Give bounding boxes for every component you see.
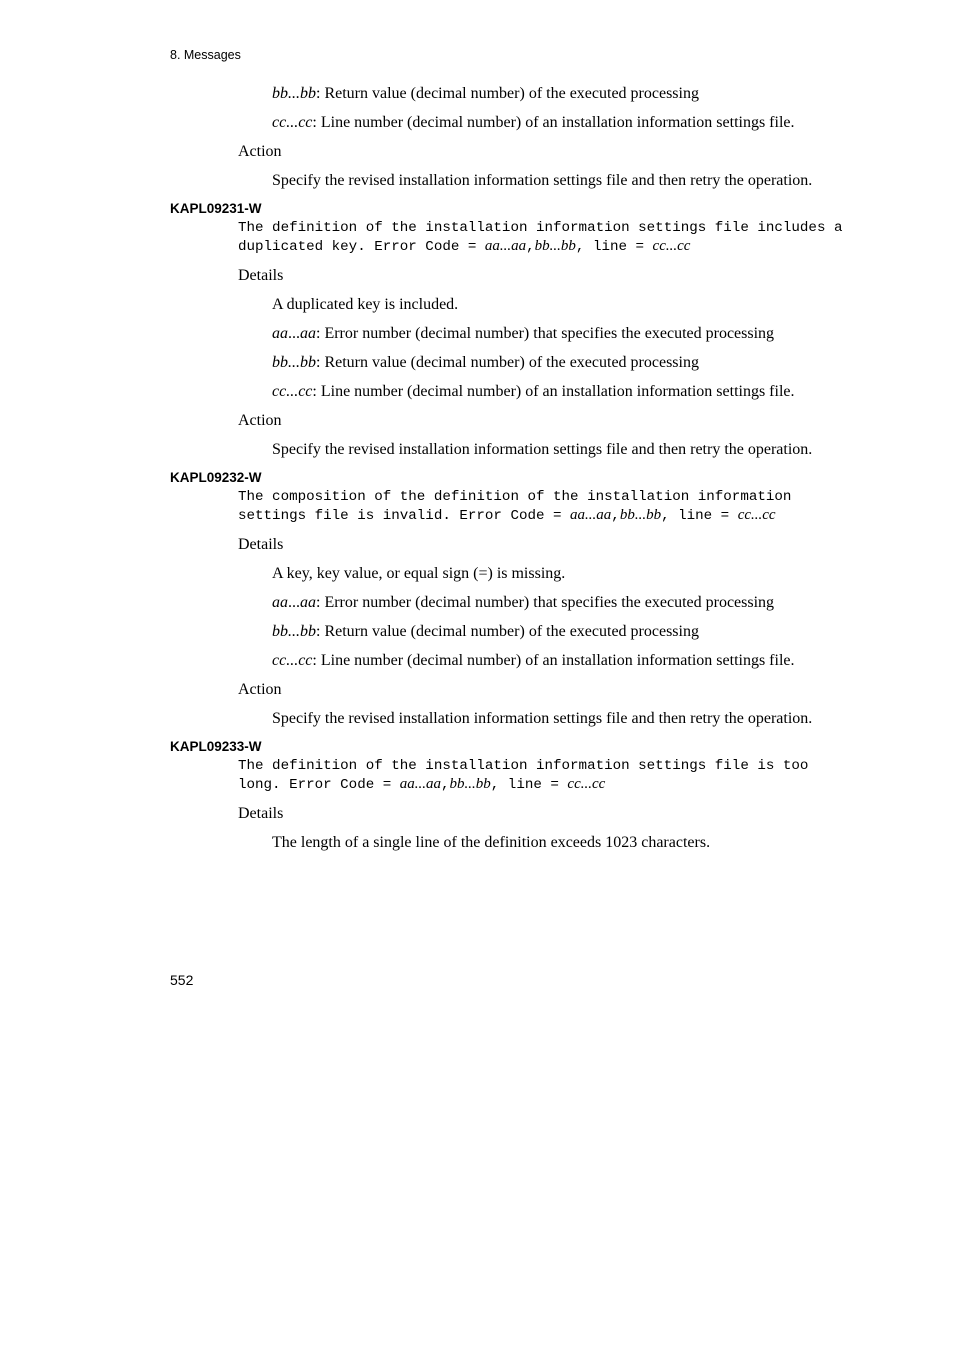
details-text: A key, key value, or equal sign (=) is missing. xyxy=(272,565,566,582)
page-content xyxy=(170,84,860,862)
details-label: Details xyxy=(238,267,284,284)
message-id: KAPL09233-W xyxy=(170,739,262,754)
message-text: The composition of the definition of the installation information settings file is invalid. Error Code = aa...aa,bb...bb, line = cc...cc xyxy=(238,489,800,524)
aa-description: aa...aa: Error number (decimal number) that specifies the executed processing xyxy=(272,594,775,611)
bb-variable: bb...bb xyxy=(272,85,316,102)
cc-description: cc...cc: Line number (decimal number) of an installation information settings file. xyxy=(272,383,795,400)
bb-description: bb...bb: Return value (decimal number) of the executed processing xyxy=(272,85,699,102)
message-entry xyxy=(170,738,860,852)
message-entry xyxy=(170,200,860,459)
message-id: KAPL09232-W xyxy=(170,470,262,485)
action-text: Specify the revised installation information settings file and then retry the operation. xyxy=(272,710,813,727)
action-label: Action xyxy=(238,681,282,698)
action-label: Action xyxy=(238,143,282,160)
details-text: The length of a single line of the definition exceeds 1023 characters. xyxy=(272,834,711,851)
details-label: Details xyxy=(238,805,284,822)
cc-description: cc...cc: Line number (decimal number) of an installation information settings file. xyxy=(272,114,795,131)
running-header: 8. Messages xyxy=(170,48,241,62)
message-text: The definition of the installation information settings file is too long. Error Code = aa...aa,bb...bb, line = cc...cc xyxy=(238,758,817,793)
message-text: The definition of the installation information settings file includes a duplicated key. Error Code = aa...aa,bb...bb, line = cc...cc xyxy=(238,220,852,255)
action-text: Specify the revised installation information settings file and then retry the operation. xyxy=(272,172,813,189)
action-text: Specify the revised installation information settings file and then retry the operation. xyxy=(272,441,813,458)
details-label: Details xyxy=(238,536,284,553)
cc-description: cc...cc: Line number (decimal number) of an installation information settings file. xyxy=(272,652,795,669)
message-entry xyxy=(170,469,860,728)
aa-description: aa...aa: Error number (decimal number) that specifies the executed processing xyxy=(272,325,775,342)
bb-description: bb...bb: Return value (decimal number) of the executed processing xyxy=(272,623,699,640)
bb-description: bb...bb: Return value (decimal number) of the executed processing xyxy=(272,354,699,371)
action-label: Action xyxy=(238,412,282,429)
details-text: A duplicated key is included. xyxy=(272,296,459,313)
message-id: KAPL09231-W xyxy=(170,201,262,216)
cc-variable: cc...cc xyxy=(272,114,313,131)
page-number: 552 xyxy=(170,972,194,988)
